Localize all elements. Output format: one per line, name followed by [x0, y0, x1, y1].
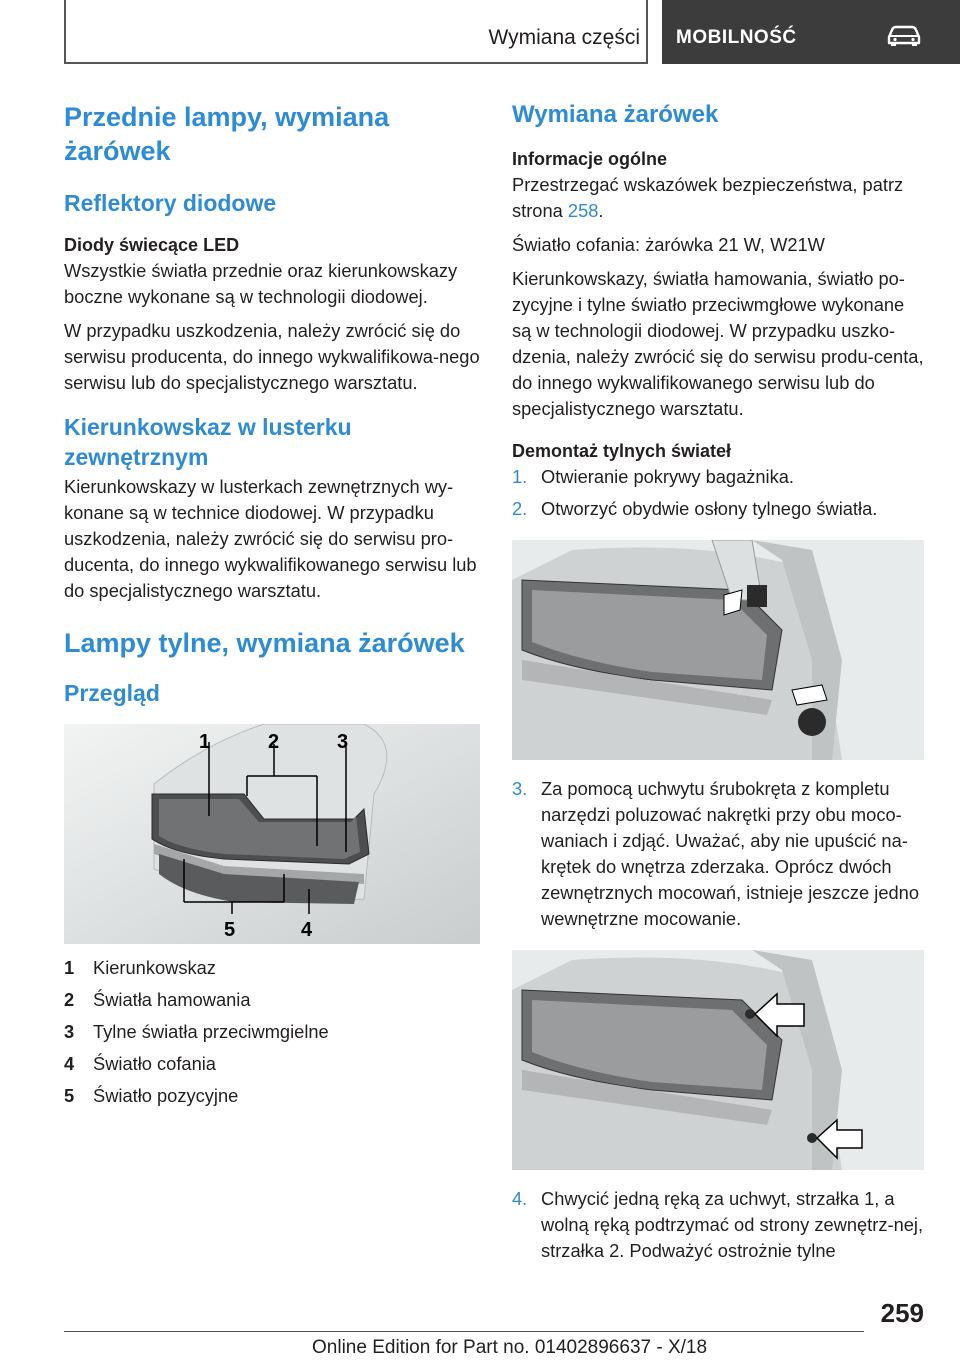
- step-number: 2.: [512, 498, 528, 519]
- legend-item: [64, 1016, 480, 1048]
- heading-led-headlights: Reflektory diodowe: [64, 190, 277, 216]
- paragraph-mirror: Kierunkowskazy w lusterkach zewnętrznych wy-konane są w technice diodowej. W przypadku uszkodzenia, należy zwrócić się do serwisu pro-ducenta, do innego wykwalifikowanego serwisu lub do specjalistycznego warsztatu.: [64, 476, 477, 601]
- paragraph-led-1: Wszystkie światła przednie oraz kierunkowskazy boczne wykonane są w technologii diodowej.: [64, 260, 458, 307]
- safety-text: Przestrzegać wskazówek bezpieczeństwa, patrz strona: [512, 174, 904, 221]
- legend-text: Tylne światła przeciwmgielne: [93, 1021, 329, 1042]
- legend-text: Światło pozycyjne: [93, 1085, 239, 1106]
- section-title-front-lamps: Przednie lampy, wymiana żarówek: [64, 102, 390, 166]
- header-chapter-tab: [662, 0, 960, 64]
- car-icon: [886, 24, 922, 46]
- step-number: 4.: [512, 1188, 528, 1209]
- subheading-general-info: Informacje ogólne: [512, 149, 668, 169]
- steps-list-b: [512, 776, 924, 932]
- legend-text: Kierunkowskaz: [93, 957, 216, 978]
- legend-text: Światła hamowania: [93, 989, 251, 1010]
- heading-mirror-indicator: Kierunkowskaz w lusterku zewnętrznym: [64, 414, 352, 470]
- subheading-removal: Demontaż tylnych świateł: [512, 441, 732, 461]
- paragraph-safety: [512, 172, 924, 224]
- figure-label-3: 3: [337, 731, 349, 753]
- header-section-title: Wymiana części: [488, 26, 640, 49]
- step-text: Otwieranie pokrywy bagażnika.: [541, 466, 795, 487]
- legend-num: 1: [64, 957, 75, 978]
- page-link-258[interactable]: 258: [567, 200, 599, 221]
- legend-item: [64, 1048, 480, 1080]
- figure-label-1: 1: [199, 731, 211, 753]
- figure-fastening-nuts: [512, 950, 924, 1170]
- figure-label-4: 4: [301, 919, 313, 941]
- header-chapter-label: MOBILNOŚĆ: [676, 27, 797, 48]
- left-column: [64, 100, 480, 1112]
- legend-num: 3: [64, 1021, 75, 1042]
- step-item: [512, 496, 924, 522]
- right-column: [512, 100, 924, 1264]
- steps-list-c: [512, 1186, 924, 1264]
- footer-divider: [64, 1331, 864, 1332]
- legend-item: [64, 984, 480, 1016]
- legend-item: [64, 952, 480, 984]
- figure-open-covers: [512, 540, 924, 760]
- paragraph-led-rear: Kierunkowskazy, światła hamowania, światło po-zycyjne i tylne światło przeciwmgłowe wykonane są w technologii diodowej. W przypadku uszko-dzenia, należy zwrócić się do serwisu produ-centa, do innego wykwalifikowanego serwisu lub do specjalistycznego warsztatu.: [512, 268, 924, 419]
- step-number: 3.: [512, 778, 528, 799]
- paragraph-reverse-light: Światło cofania: żarówka 21 W, W21W: [512, 234, 825, 255]
- footer-edition: Online Edition for Part no. 01402896637 - X/18: [312, 1337, 708, 1358]
- figure-label-2: 2: [268, 731, 280, 753]
- subheading-led: Diody świecące LED: [64, 235, 240, 255]
- section-title-bulb-replacement: Wymiana żarówek: [512, 101, 719, 128]
- paragraph-led-2: W przypadku uszkodzenia, należy zwrócić się do serwisu producenta, do innego wykwalifikowa-nego serwisu lub do specjalistycznego warsztatu.: [64, 320, 480, 393]
- legend-num: 5: [64, 1085, 75, 1106]
- figure-label-5: 5: [224, 919, 236, 941]
- step-text: Za pomocą uchwytu śrubokręta z kompletu narzędzi poluzować nakrętki przy obu moco-waniach i zdjąć. Uważać, aby nie upuścić na-krętek do wnętrza zderzaka. Oprócz dwóch zewnętrznych mocowań, istnieje jeszcze jedno wewnętrzne mocowanie.: [541, 778, 919, 929]
- legend-item: [64, 1080, 480, 1112]
- heading-overview: Przegląd: [64, 680, 160, 706]
- steps-list-a: [512, 464, 924, 522]
- figure-legend: [64, 952, 480, 1112]
- legend-num: 4: [64, 1053, 75, 1074]
- step-item: [512, 464, 924, 490]
- legend-text: Światło cofania: [93, 1053, 216, 1074]
- step-item: [512, 776, 924, 932]
- page-header: [0, 0, 960, 66]
- safety-text-end: .: [598, 200, 604, 221]
- step-text: Otworzyć obydwie osłony tylnego światła.: [541, 498, 878, 519]
- rear-lamp-illustration: [64, 724, 480, 944]
- tail-light-covers-illustration: [512, 540, 924, 760]
- fastening-nuts-illustration: [512, 950, 924, 1170]
- section-title-rear-lamps: Lampy tylne, wymiana żarówek: [64, 628, 465, 658]
- step-text: Chwycić jedną ręką za uchwyt, strzałka 1, a wolną ręką podtrzymać od strony zewnętrz-nej, strzałka 2. Podważyć ostrożnie tylne: [541, 1188, 924, 1261]
- page-number: 259: [880, 1298, 924, 1328]
- figure-rear-lamp-overview: [64, 724, 480, 944]
- step-item: [512, 1186, 924, 1264]
- step-number: 1.: [512, 466, 528, 487]
- legend-num: 2: [64, 989, 75, 1010]
